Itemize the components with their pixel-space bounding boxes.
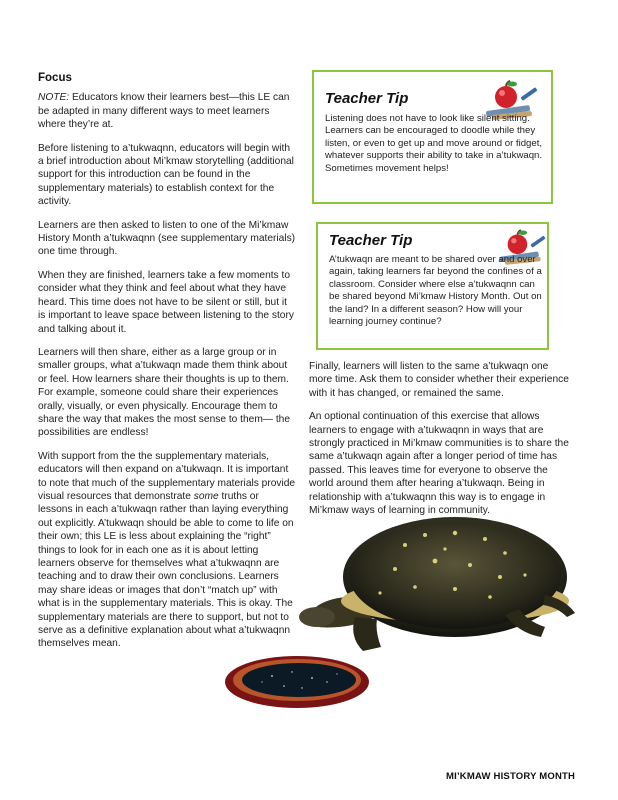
teacher-tip-box-1 (312, 70, 553, 204)
continuation-paragraph-2: An optional continuation of this exercise that allows learners to engage with a’tukwaqnn in ways that are strongly practiced in Mi’kmaw communities is to share the same a’tukwaqn again after a longer period of time has passed. This leaves time for everyone to observe the world around them after hearing a’tukwaqn. Being in relationship with a’tukwaqnn this way is to engage in Mi’kmaw ways of learning in community. (309, 411, 569, 517)
note-paragraph (38, 91, 296, 131)
note-label: NOTE: (38, 92, 70, 104)
teacher-tip-body-2: A’tukwaqn are meant to be shared over and over again, taking learners far beyond the confines of a classroom. Consider where else a’tukwaqnn can be shared beyond Mi’kmaw History Month. Out on the land? In a different season? How will your learning journey continue? (329, 254, 542, 328)
focus-paragraph-5 (38, 450, 296, 651)
note-text: Educators know their learners best—this LE can be adapted in many different ways to meet learners where they’re at. (38, 92, 290, 131)
focus-section (38, 72, 296, 661)
focus-paragraph-4: Learners will then share, either as a large group or in smaller groups, what a’tukwaqn made them think about or feel. How learners share their thoughts is up to them. For example, someone could share their experiences orally, visually, or even physically. Encourage them to share the way that makes the most sense to them— the possibilities are endless! (38, 346, 290, 439)
bowl-image (222, 652, 372, 712)
teacher-tip-body-1: Listening does not have to look like silent sitting. Learners can be encouraged to doodle while they listen, or even to get up and move around or fidget, whatever supports their ability to take in a’tukwaqn. Sometimes movement helps! (325, 113, 543, 174)
focus-paragraph-1: Before listening to a’tukwaqnn, educators will begin with a brief introduction about Mi’kmaw storytelling (additional support for this introduction can be found in the supplementary materials) to establish context for the activity. (38, 142, 294, 208)
teacher-tip-box-2 (316, 222, 549, 350)
focus-paragraph-5-emphasis: some (193, 490, 219, 502)
continuation-section (309, 360, 571, 527)
focus-paragraph-2: Learners are then asked to listen to one of the Mi’kmaw History Month a’tukwaqnn (see supplementary materials) one time through. (38, 219, 296, 258)
footer-label: MI’KMAW HISTORY MONTH (446, 771, 576, 782)
teacher-tip-title-1: Teacher Tip (325, 90, 409, 107)
continuation-paragraph-1: Finally, learners will listen to the same a’tukwaqn one more time. Ask them to consider whether their experience with it has changed, or remained the same. (309, 361, 569, 399)
focus-paragraph-3: When they are finished, learners take a few moments to consider what they think and feel about what they have heard. This time does not have to be silent or still, but it is important to leave space between listening to the story and talking about it. (38, 269, 294, 335)
turtle-image (295, 505, 585, 665)
focus-paragraph-5-b: truths or lessons in each a’tukwaqn rather than laying everything out explicitly. A’tukwaqn should be able to come to life on their own; this LE is less about explaining the “right” things to look for in each one as it is about letting learners observe for themselves what a’tukwaqnn are teaching and to draw their own conclusions. Learners may share ideas or images that don’t “match up” with what is in the supplementary materials. This is okay. The supplementary materials are there to support, but not to serve as a definitive explanation about what a’tukwaqnn themselves mean. (38, 490, 294, 650)
focus-paragraph-5-a: With support from the the supplementary materials, educators will then expand on a’tukwaqn. It is important to note that much of the supplementary materials provide visual resources that demonstrate (38, 450, 296, 502)
teacher-tip-title-2: Teacher Tip (329, 232, 413, 249)
focus-heading: Focus (38, 72, 72, 84)
